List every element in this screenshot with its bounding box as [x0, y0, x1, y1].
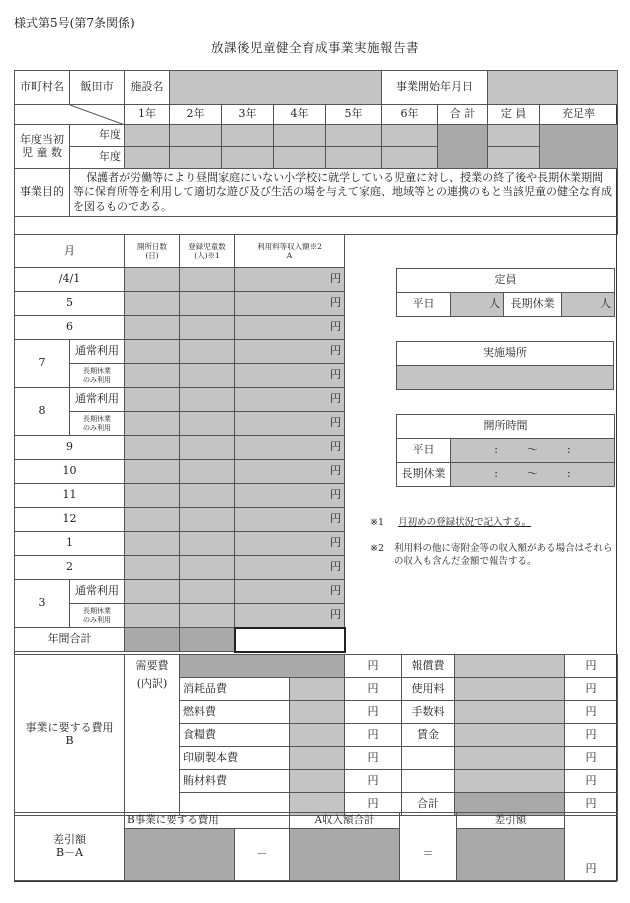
capacity-weekday-label: 平日	[397, 293, 451, 317]
capacity-count-2[interactable]	[488, 147, 540, 169]
cost-left-0-label: 消耗品費	[180, 678, 290, 701]
cost-left-4-value[interactable]	[290, 770, 345, 793]
total-count	[438, 125, 488, 169]
income-12[interactable]: 円	[235, 508, 345, 532]
days-1[interactable]	[125, 532, 180, 556]
sufficiency-header: 充足率	[540, 105, 618, 125]
month-12: 12	[15, 508, 125, 532]
cost-right-5-yen: 円	[565, 770, 618, 793]
month-1: 1	[15, 532, 125, 556]
annual-reg-total	[180, 628, 235, 652]
reg-3a[interactable]	[180, 580, 235, 604]
income-2[interactable]: 円	[235, 556, 345, 580]
time-colon: :	[494, 467, 498, 481]
open-days-header: 開所日数 (日)	[125, 235, 180, 268]
time-tilde: 〜	[527, 467, 538, 481]
diff-equals: ＝	[400, 829, 457, 881]
monthly-table	[14, 234, 346, 653]
month-9: 9	[15, 436, 125, 460]
month-10: 10	[15, 460, 125, 484]
reg-7a[interactable]	[180, 340, 235, 364]
note-1	[370, 516, 615, 529]
reg-8a[interactable]	[180, 388, 235, 412]
grade-4-count-2[interactable]	[274, 147, 326, 169]
cost-right-2-yen: 円	[565, 701, 618, 724]
hours-weekday-value[interactable]	[451, 439, 615, 463]
grade-6-header: 6年	[382, 105, 438, 125]
demand-label: 需要費	[125, 655, 180, 678]
purpose-label: 事業目的	[15, 169, 70, 217]
cost-right-3-label: 賃金	[402, 724, 455, 747]
reg-2[interactable]	[180, 556, 235, 580]
cost-right-3-yen: 円	[565, 724, 618, 747]
month-5: 5	[15, 292, 125, 316]
grade-5-count[interactable]	[326, 125, 382, 147]
document-title: 放課後児童健全育成事業実施報告書	[210, 40, 419, 55]
grade-6-count-2[interactable]	[382, 147, 438, 169]
year-label-1: 年度	[70, 125, 125, 147]
form-number: 様式第5号(第7条関係)	[14, 16, 135, 30]
days-9[interactable]	[125, 436, 180, 460]
reg-5[interactable]	[180, 292, 235, 316]
hours-table	[396, 414, 615, 487]
month-7: 7	[15, 340, 70, 388]
cost-right-4-yen: 円	[565, 747, 618, 770]
month-2: 2	[15, 556, 125, 580]
registered-header: 登録児童数 (人)※1	[180, 235, 235, 268]
income-7b[interactable]: 円	[235, 364, 345, 388]
reg-4[interactable]	[180, 268, 235, 292]
time-colon: :	[567, 467, 571, 481]
month-11: 11	[15, 484, 125, 508]
cost-spacer	[125, 701, 180, 724]
income-1[interactable]: 円	[235, 532, 345, 556]
grade-2-count[interactable]	[170, 125, 222, 147]
facility-label: 施設名	[125, 71, 170, 105]
annual-days-total	[125, 628, 180, 652]
capacity-header: 定 員	[488, 105, 540, 125]
grade-1-header: 1年	[125, 105, 170, 125]
income-10[interactable]: 円	[235, 460, 345, 484]
cost-label: 事業に要する費用 B	[15, 655, 125, 816]
cost-spacer	[125, 770, 180, 793]
grade-5-count-2[interactable]	[326, 147, 382, 169]
cost-table	[14, 654, 618, 816]
hours-long-label: 長期休業	[397, 463, 451, 487]
time-tilde: 〜	[527, 443, 538, 457]
spacer-row	[15, 217, 618, 235]
note-2-mark: ※2	[370, 543, 385, 554]
time-colon: :	[494, 443, 498, 457]
diff-result-header: 差引額	[457, 813, 565, 829]
start-date-field[interactable]	[488, 71, 618, 105]
grade-1-count[interactable]	[125, 125, 170, 147]
cost-right-2-label: 手数料	[402, 701, 455, 724]
hours-long-value[interactable]	[451, 463, 615, 487]
cost-left-1-label: 燃料費	[180, 701, 290, 724]
municipality-label: 市町村名	[15, 71, 70, 105]
days-11[interactable]	[125, 484, 180, 508]
hours-title: 開所時間	[397, 415, 615, 439]
cost-total-label: 合計	[402, 793, 455, 816]
demand-yen: 円	[345, 655, 402, 678]
diff-yen-spacer	[565, 813, 618, 829]
capacity-long-label: 長期休業	[504, 293, 562, 317]
cost-left-1-yen: 円	[345, 701, 402, 724]
cost-right-4-value[interactable]	[455, 747, 565, 770]
days-6[interactable]	[125, 316, 180, 340]
cost-left-0-yen: 円	[345, 678, 402, 701]
cost-right-0-yen: 円	[565, 655, 618, 678]
capacity-long-value[interactable]: 人	[562, 293, 615, 317]
reg-3b[interactable]	[180, 604, 235, 628]
grade-4-header: 4年	[274, 105, 326, 125]
facility-name-field[interactable]	[170, 71, 382, 105]
year-label-2: 年度	[70, 147, 125, 169]
grade-3-header: 3年	[222, 105, 274, 125]
capacity-title: 定員	[397, 269, 615, 293]
note-2	[370, 542, 615, 569]
cost-left-3-label: 印刷製本費	[180, 747, 290, 770]
income-header: 利用料等収入額※2 A	[235, 235, 345, 268]
demand-value	[180, 655, 345, 678]
days-7a[interactable]	[125, 340, 180, 364]
income-4[interactable]: 円	[235, 268, 345, 292]
days-5[interactable]	[125, 292, 180, 316]
diff-result-value	[457, 829, 565, 881]
cost-right-3-value[interactable]	[455, 724, 565, 747]
grade-3-count-2[interactable]	[222, 147, 274, 169]
cost-left-4-label: 賄材料費	[180, 770, 290, 793]
capacity-count[interactable]	[488, 125, 540, 147]
diff-a-value	[290, 829, 400, 881]
reg-9[interactable]	[180, 436, 235, 460]
reg-11[interactable]	[180, 484, 235, 508]
cost-spacer	[125, 724, 180, 747]
top-table	[14, 70, 618, 235]
annual-income-total	[235, 628, 345, 652]
diagonal-header-cell	[15, 105, 125, 125]
income-5[interactable]: 円	[235, 292, 345, 316]
note-1-text: 月初めの登録状況で記入する。	[398, 517, 532, 528]
cost-right-5-label[interactable]	[402, 770, 455, 793]
start-date-label: 事業開始年月日	[382, 71, 488, 105]
place-value[interactable]	[397, 366, 614, 390]
cost-left-2-value[interactable]	[290, 724, 345, 747]
grade-5-header: 5年	[326, 105, 382, 125]
grade-4-count[interactable]	[274, 125, 326, 147]
month-3: 3	[15, 580, 70, 628]
cost-right-2-value[interactable]	[455, 701, 565, 724]
cost-left-3-yen: 円	[345, 747, 402, 770]
purpose-text: 保護者が労働等により昼間家庭にいない小学校に就学している児童に対し、授業の終了後や長期休業期間等に保育所等を利用して適切な遊び及び生活の場を与えて家庭、地域等との連携のもと当該児童の健全な育成を図るものである。	[70, 169, 618, 217]
sufficiency-rate	[540, 125, 618, 169]
place-title: 実施場所	[397, 342, 614, 366]
month-7-long: 長期休業 のみ利用	[70, 364, 125, 388]
cost-left-0-value[interactable]	[290, 678, 345, 701]
children-count-label: 年度当初 児 童 数	[15, 125, 70, 169]
income-8b[interactable]: 円	[235, 412, 345, 436]
cost-right-0-value[interactable]	[455, 655, 565, 678]
month-3-normal: 通常利用	[70, 580, 125, 604]
cost-left-4-yen: 円	[345, 770, 402, 793]
grade-3-count[interactable]	[222, 125, 274, 147]
month-8: 8	[15, 388, 70, 436]
diagonal-line	[15, 105, 125, 125]
days-4[interactable]	[125, 268, 180, 292]
days-8a[interactable]	[125, 388, 180, 412]
diff-yen: 円	[565, 829, 618, 881]
cost-right-1-yen: 円	[565, 678, 618, 701]
income-6[interactable]: 円	[235, 316, 345, 340]
capacity-table	[396, 268, 615, 317]
place-table	[396, 341, 614, 390]
diff-mid-spacer	[400, 813, 457, 829]
month-4: /4/1	[15, 268, 125, 292]
income-8a[interactable]: 円	[235, 388, 345, 412]
cost-total-yen: 円	[565, 793, 618, 816]
cost-left-2-label: 食糧費	[180, 724, 290, 747]
cost-left-5-yen: 円	[345, 793, 402, 816]
cost-right-1-value[interactable]	[455, 678, 565, 701]
note-2-text: 利用料の他に寄附金等の収入額がある場合はそれらの収入も含んだ金額で報告する。	[394, 543, 613, 568]
cost-left-3-value[interactable]	[290, 747, 345, 770]
diff-a-header: A収入額合計	[290, 813, 400, 829]
reg-7b[interactable]	[180, 364, 235, 388]
income-9[interactable]: 円	[235, 436, 345, 460]
reg-1[interactable]	[180, 532, 235, 556]
grade-2-count-2[interactable]	[170, 147, 222, 169]
month-8-normal: 通常利用	[70, 388, 125, 412]
diff-b-value	[125, 829, 235, 881]
month-3-long: 長期休業 のみ利用	[70, 604, 125, 628]
cost-left-1-value[interactable]	[290, 701, 345, 724]
month-7-normal: 通常利用	[70, 340, 125, 364]
reg-10[interactable]	[180, 460, 235, 484]
days-2[interactable]	[125, 556, 180, 580]
grade-2-header: 2年	[170, 105, 222, 125]
month-8-long: 長期休業 のみ利用	[70, 412, 125, 436]
grade-6-count[interactable]	[382, 125, 438, 147]
time-colon: :	[567, 443, 571, 457]
total-header: 合 計	[438, 105, 488, 125]
diff-b-header: B事業に要する費用	[125, 813, 235, 829]
income-11[interactable]: 円	[235, 484, 345, 508]
annual-total-label: 年間合計	[15, 628, 125, 652]
income-3b[interactable]: 円	[235, 604, 345, 628]
cost-left-2-yen: 円	[345, 724, 402, 747]
reg-8b[interactable]	[180, 412, 235, 436]
cost-spacer	[125, 747, 180, 770]
diff-minus: －	[235, 829, 290, 881]
cost-right-0-label: 報償費	[402, 655, 455, 678]
capacity-weekday-value[interactable]: 人	[451, 293, 504, 317]
days-3a[interactable]	[125, 580, 180, 604]
reg-6[interactable]	[180, 316, 235, 340]
diff-b-header-spacer	[235, 813, 290, 829]
grade-1-count-2[interactable]	[125, 147, 170, 169]
days-3b[interactable]	[125, 604, 180, 628]
cost-right-1-label: 使用料	[402, 678, 455, 701]
municipality-value: 飯田市	[70, 71, 125, 105]
breakdown-label: (内訳)	[125, 678, 180, 701]
days-10[interactable]	[125, 460, 180, 484]
income-7a[interactable]: 円	[235, 340, 345, 364]
month-header: 月	[15, 235, 125, 268]
note-1-mark: ※1	[370, 517, 385, 528]
days-8b[interactable]	[125, 412, 180, 436]
cost-right-5-value[interactable]	[455, 770, 565, 793]
difference-table	[14, 812, 618, 881]
reg-12[interactable]	[180, 508, 235, 532]
difference-label: 差引額 B－A	[15, 813, 125, 881]
income-3a[interactable]: 円	[235, 580, 345, 604]
days-12[interactable]	[125, 508, 180, 532]
month-6: 6	[15, 316, 125, 340]
hours-weekday-label: 平日	[397, 439, 451, 463]
cost-right-4-label[interactable]	[402, 747, 455, 770]
days-7b[interactable]	[125, 364, 180, 388]
